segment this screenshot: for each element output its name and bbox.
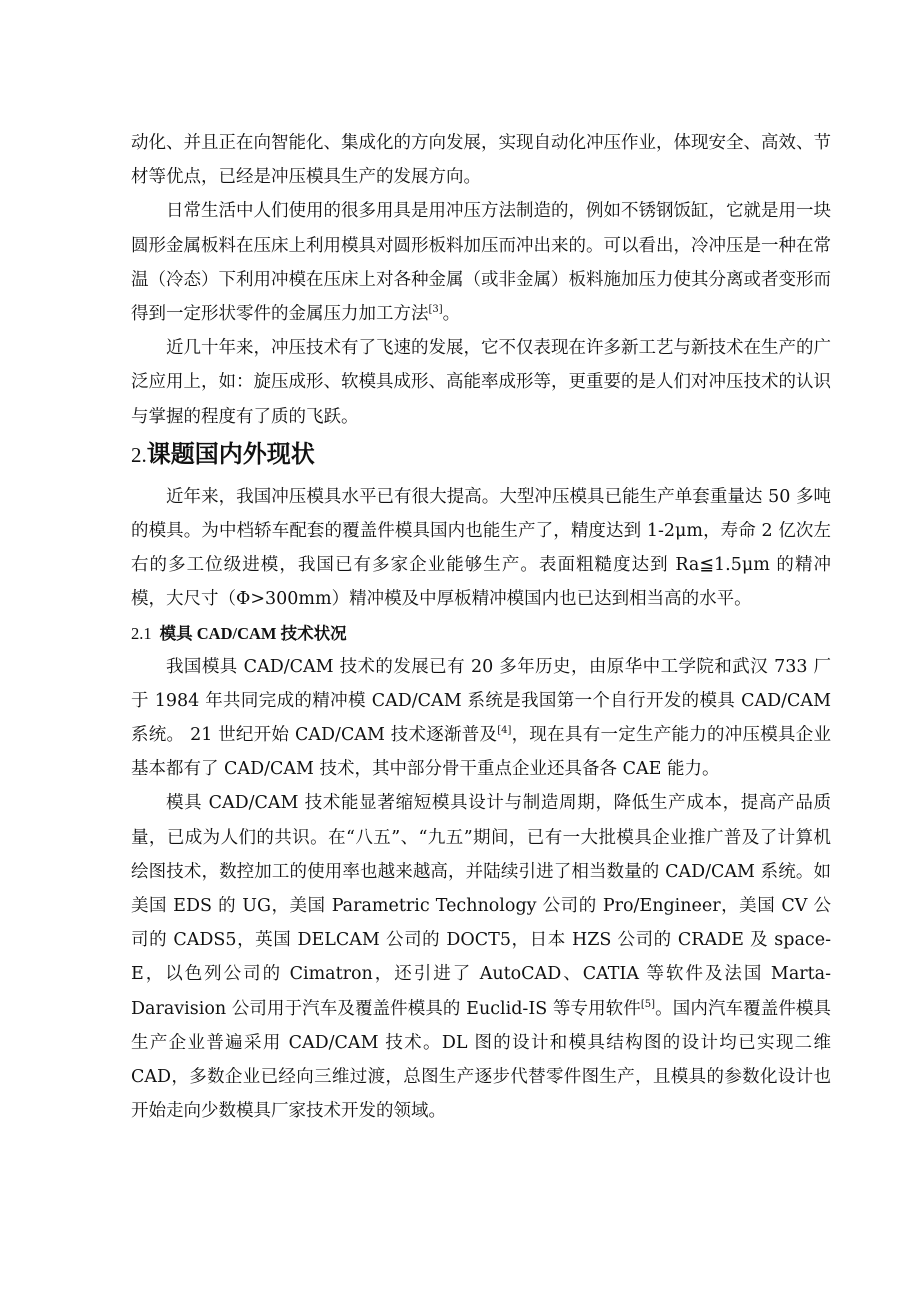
paragraph-text-end: 。国内汽车覆盖件模具生产企业普遍采用 CAD/CAM 技术。DL 图的设计和模具结构图的设计均已实现二维 CAD，多数企业已经向三维过渡，总图生产逐步代替零件图生产，且模具的参数化设计也开始走向少数模具厂家技术开发的领域。 [131,998,832,1122]
subsection-heading [131,617,831,650]
paragraph-text: 动化、并且正在向智能化、集成化的方向发展，实现自动化冲压作业，体现安全、高效、节材等优点，已经是冲压模具生产的发展方向。 [131,133,831,188]
paragraph-text-end: ，现在具有一定生产能力的冲压模具企业基本都有了 CAD/CAM 技术，其中部分骨干重点企业还具备各 CAE 能力。 [131,725,832,780]
citation-ref: [5] [640,998,656,1010]
section-title: 课题国内外现状 [146,439,315,468]
subsection-title: 模具 CAD/CAM 技术状况 [159,623,347,643]
paragraph-cadcam-history [131,650,831,787]
paragraph-stamping-definition [131,194,831,331]
paragraph-text-end: 。 [442,304,461,325]
paragraph-domestic-status [131,480,831,617]
citation-ref: [4] [497,725,512,737]
paragraph-text: 模具 CAD/CAM 技术能显著缩短模具设计与制造周期，降低生产成本，提高产品质量，已成为人们的共识。在“八五”、“九五”期间，已有一大批模具企业推广普及了计算机绘图技术，数控加工的使用率也越来越高，并陆续引进了相当数量的 CAD/CAM 系统。如美国 EDS 的 UG，美国 Parametric Technology 公司的 Pro/Engineer，美国 CV 公司的 CADS5，英国 DELCAM 公司的 DOCT5，日本 HZS 公司的 CRADE 及 space-E，以色列公司的 Cimatron，还引进了 AutoCAD、CATIA 等软件及法国 Marta-Daravision 公司用于汽车及覆盖件模具的 Euclid-IS 等专用软件 [131,793,831,1019]
document-body [131,126,831,1128]
paragraph-text: 近年来，我国冲压模具水平已有很大提高。大型冲压模具已能生产单套重量达 50 多吨的模具。为中档轿车配套的覆盖件模具国内也能生产了，精度达到 1-2μm，寿命 2 亿次左右的多工位级进模，我国已有多家企业能够生产。表面粗糙度达到 Ra≦1.5μm 的精冲模，大尺寸（Φ>300mm）精冲模及中厚板精冲模国内也已达到相当高的水平。 [131,486,831,610]
paragraph-text: 近几十年来，冲压技术有了飞速的发展，它不仅表现在许多新工艺与新技术在生产的广泛应用上，如：旋压成形、软模具成形、高能率成形等，更重要的是人们对冲压技术的认识与掌握的程度有了质的飞跃。 [131,338,831,427]
paragraph-cadcam-adoption [131,786,831,1128]
paragraph-text: 日常生活中人们使用的很多用具是用冲压方法制造的，例如不锈钢饭缸，它就是用一块圆形金属板料在压床上利用模具对圆形板料加压而冲出来的。可以看出，冷冲压是一种在常温（冷态）下利用冲模在压床上对各种金属（或非金属）板料施加压力使其分离或者变形而得到一定形状零件的金属压力加工方法 [131,201,831,325]
paragraph-development [131,331,831,434]
citation-ref: [3] [428,304,443,316]
subsection-number: 2.1 [131,623,152,643]
paragraph-text: 我国模具 CAD/CAM 技术的发展已有 20 多年历史，由原华中工学院和武汉 733 厂于 1984 年共同完成的精冲模 CAD/CAM 系统是我国第一个自行开发的模具 CAD/CAM 系统。 21 世纪开始 CAD/CAM 技术逐渐普及 [131,656,831,746]
paragraph-continuation [131,126,831,194]
section-number: 2. [131,442,147,467]
section-heading [131,439,831,470]
